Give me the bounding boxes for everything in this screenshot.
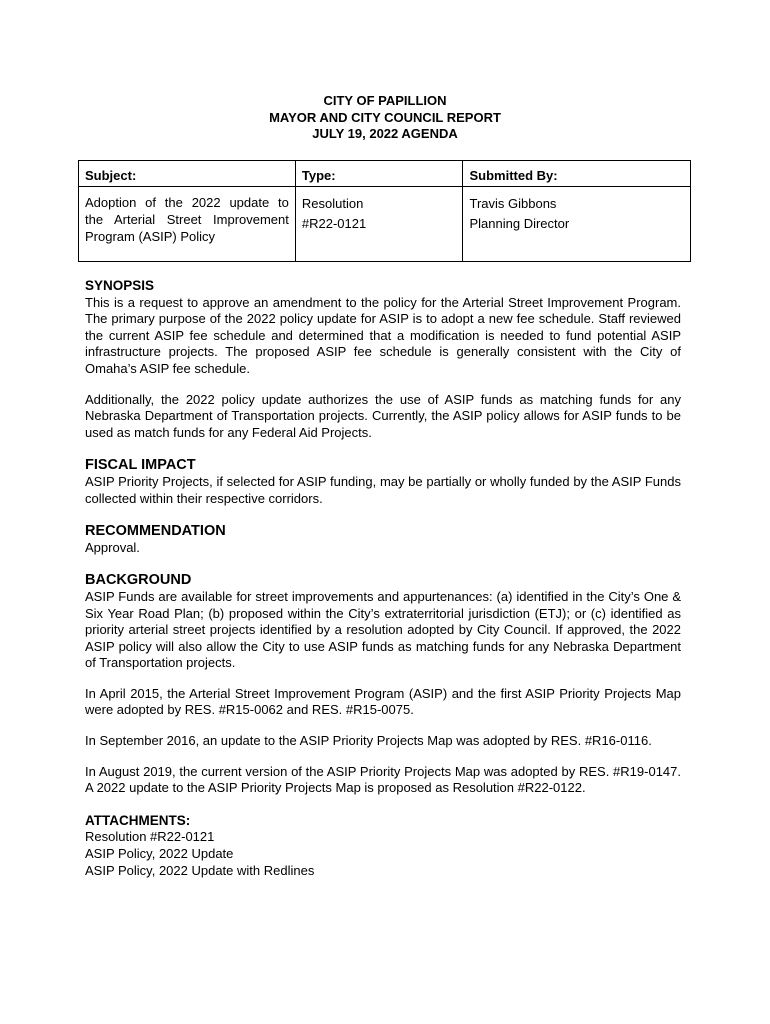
- recommendation-title: RECOMMENDATION: [85, 523, 226, 540]
- agenda-date: JULY 19, 2022 AGENDA: [312, 126, 458, 141]
- report-title: MAYOR AND CITY COUNCIL REPORT: [269, 109, 501, 125]
- submitted-by-header: Submitted By:: [463, 161, 691, 187]
- type-cell: [295, 187, 463, 262]
- submitted-line: Travis Gibbons: [469, 196, 557, 211]
- recommendation-paragraph: Approval.: [85, 539, 140, 555]
- attachment-item: Resolution #R22-0121: [85, 829, 215, 845]
- attachment-item: ASIP Policy, 2022 Update with Redlines: [85, 862, 315, 878]
- city-name: CITY OF PAPILLION: [323, 93, 447, 108]
- background-title: BACKGROUND: [85, 572, 192, 589]
- background-paragraph: In August 2019, the current version of the ASIP Priority Projects Map was adopted by RES. #R19-0147. A 2022 update to the ASIP Priority Projects Map is proposed as Resolution #R22-0122.: [85, 763, 681, 796]
- report-header: [0, 93, 770, 143]
- subject-cell: [79, 187, 296, 262]
- type-header: Type:: [295, 161, 463, 187]
- submitted-by-cell: [463, 187, 691, 262]
- background-paragraph: ASIP Funds are available for street improvements and appurtenances: (a) identified in the City’s One & Six Year Road Plan; (b) proposed within the City’s extraterritorial jurisdiction (ETJ); or (c) identified as priority arterial street projects identified by a resolution adopted by City Council. If approved, the 2022 ASIP policy will also allow the City to use ASIP funds as matching funds for any Nebraska Department of Transportation projects.: [85, 588, 681, 671]
- background-paragraph: In September 2016, an update to the ASIP Priority Projects Map was adopted by RES. #R16-0116.: [85, 733, 652, 749]
- report-body: [85, 278, 681, 879]
- info-table: [78, 160, 691, 262]
- fiscal-impact-paragraph: ASIP Priority Projects, if selected for ASIP funding, may be partially or wholly funded by the ASIP Funds collected within their respective corridors.: [85, 473, 681, 506]
- info-table-body-row: [79, 187, 691, 262]
- subject-line: the Arterial Street Improvement: [85, 212, 289, 227]
- info-table-header-row: [79, 161, 691, 187]
- fiscal-impact-title: FISCAL IMPACT: [85, 457, 196, 474]
- attachment-item: ASIP Policy, 2022 Update: [85, 846, 234, 862]
- background-paragraph: In April 2015, the Arterial Street Improvement Program (ASIP) and the first ASIP Priority Projects Map were adopted by RES. #R15-0062 and RES. #R15-0075.: [85, 685, 681, 718]
- attachments-title: ATTACHMENTS:: [85, 812, 191, 828]
- subject-line: Program (ASIP) Policy: [85, 229, 216, 244]
- type-line: Resolution: [301, 196, 364, 211]
- subject-line: Adoption of the 2022 update to: [85, 195, 289, 210]
- subject-header: Subject:: [79, 161, 296, 187]
- synopsis-title: SYNOPSIS: [85, 278, 155, 293]
- type-line: #R22-0121: [301, 216, 367, 231]
- submitted-line: Planning Director: [469, 216, 570, 231]
- synopsis-paragraph: This is a request to approve an amendment to the policy for the Arterial Street Improvement Program. The primary purpose of the 2022 policy update for ASIP is to adopt a new fee schedule. Staff reviewed the current ASIP fee schedule and determined that a modification is needed to fund potential ASIP infrastructure projects. The proposed ASIP fee schedule is generally consistent with the City of Omaha’s ASIP fee schedule.: [85, 294, 681, 376]
- synopsis-paragraph: Additionally, the 2022 policy update authorizes the use of ASIP funds as matching funds for any Nebraska Department of Transportation projects. Currently, the ASIP policy allows for ASIP funds to be used as match funds for any Federal Aid Projects.: [85, 391, 681, 440]
